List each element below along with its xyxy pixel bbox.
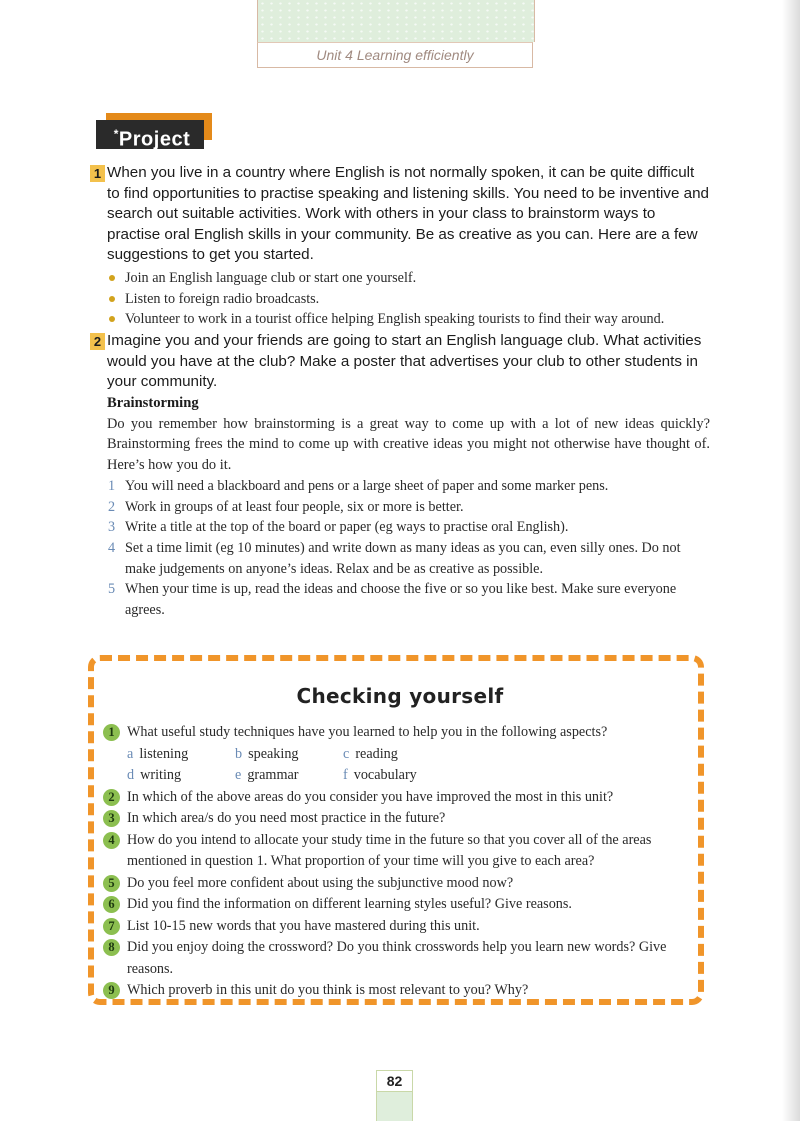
question-2: 2 In which of the above areas do you consider you have improved the most in this unit? [103, 787, 703, 809]
list-item: Volunteer to work in a tourist office helping English speaking tourists to find their way around. [107, 309, 710, 330]
bullet-icon [109, 275, 115, 281]
item-number-badge: 1 [90, 165, 105, 182]
question-number-icon: 5 [103, 875, 120, 892]
option-b: b speaking [235, 745, 299, 762]
question-number-icon: 2 [103, 789, 120, 806]
question-number-icon: 4 [103, 832, 120, 849]
question-4: 4 How do you intend to allocate your study time in the future so that you cover all of the areas mentioned in question 1. What proportion of your time will you give to each area? [103, 830, 703, 873]
page-edge-shadow [782, 0, 800, 1121]
question-number-icon: 3 [103, 810, 120, 827]
checking-yourself-title: Checking yourself [296, 684, 504, 708]
question-8: 8 Did you enjoy doing the crossword? Do you think crosswords help you learn new words? Give reasons. [103, 937, 703, 980]
option-f: f vocabulary [343, 767, 417, 783]
project-heading-label [100, 119, 204, 149]
project-title: Project [118, 128, 191, 151]
list-item: 1 You will need a blackboard and pens or a large sheet of paper and some marker pens. [108, 477, 609, 494]
option-e: e grammar [235, 767, 299, 783]
item-2-text: Imagine you and your friends are going to start an English language club. What activities would you have at the club? Make a poster that advertises your club to other students in your community. [107, 332, 702, 391]
question-1: 1 What useful study techniques have you learned to help you in the following aspects? [103, 722, 703, 744]
asterisk-icon: * [113, 127, 119, 141]
brainstorming-heading: Brainstorming [107, 394, 199, 411]
suggestion-list [90, 268, 710, 330]
aspect-options [103, 765, 703, 787]
question-6: 6 Did you find the information on different learning styles useful? Give reasons. [103, 894, 703, 916]
item-1-text: When you live in a country where English is not normally spoken, it can be quite difficult to find opportunities to practise speaking and listening skills. You need to be inventive and search out suitable activities. Work with others in your class to brainstorm ways to practise oral English skills in your community. Be as creative as you can. Here are a few suggestions to get you started. [107, 164, 709, 264]
question-9: 9 Which proverb in this unit do you think is most relevant to you? Why? [103, 980, 703, 1002]
project-item-1 [90, 163, 710, 330]
question-number-icon: 1 [103, 724, 120, 741]
list-item: 3 Write a title at the top of the board or paper (eg ways to practise oral English). [108, 519, 569, 536]
project-item-2 [90, 331, 710, 621]
list-item: 2 Work in groups of at least four people, six or more is better. [108, 498, 464, 515]
question-7: 7 List 10-15 new words that you have mastered during this unit. [103, 916, 703, 938]
question-number-icon: 6 [103, 896, 120, 913]
question-number-icon: 9 [103, 982, 120, 999]
question-number-icon: 8 [103, 939, 120, 956]
option-d: d writing [127, 767, 182, 783]
list-item: 4 Set a time limit (eg 10 minutes) and write down as many ideas as you can, even silly ones. Do not make judgements on anyone’s ideas. Relax and be as creative as possible. [108, 540, 681, 577]
question-number-icon: 7 [103, 918, 120, 935]
option-c: c reading [343, 745, 398, 762]
bullet-icon [109, 296, 115, 302]
list-item: Listen to foreign radio broadcasts. [107, 289, 710, 310]
option-a: a listening [127, 745, 189, 762]
page-number-decoration [376, 1092, 413, 1121]
item-number-badge: 2 [90, 333, 105, 350]
aspect-options [103, 744, 703, 766]
unit-header: Unit 4 Learning efficiently [257, 42, 533, 68]
checking-questions [103, 722, 703, 1002]
bullet-icon [109, 316, 115, 322]
list-item: 5 When your time is up, read the ideas and choose the five or so you like best. Make sure everyone agrees. [108, 581, 677, 619]
list-item: Join an English language club or start one yourself. [107, 268, 710, 289]
header-decoration [257, 0, 535, 42]
page-number: 82 [376, 1070, 413, 1092]
project-heading [96, 113, 211, 149]
question-3: 3 In which area/s do you need most practice in the future? [103, 808, 703, 830]
brainstorming-paragraph: Do you remember how brainstorming is a great way to come up with a lot of new ideas quickly? Brainstorming frees the mind to come up with creative ideas you might not otherwise have thought of. Here’s how you do it. [107, 415, 710, 474]
question-5: 5 Do you feel more confident about using the subjunctive mood now? [103, 873, 703, 895]
brainstorming-steps [90, 476, 710, 621]
